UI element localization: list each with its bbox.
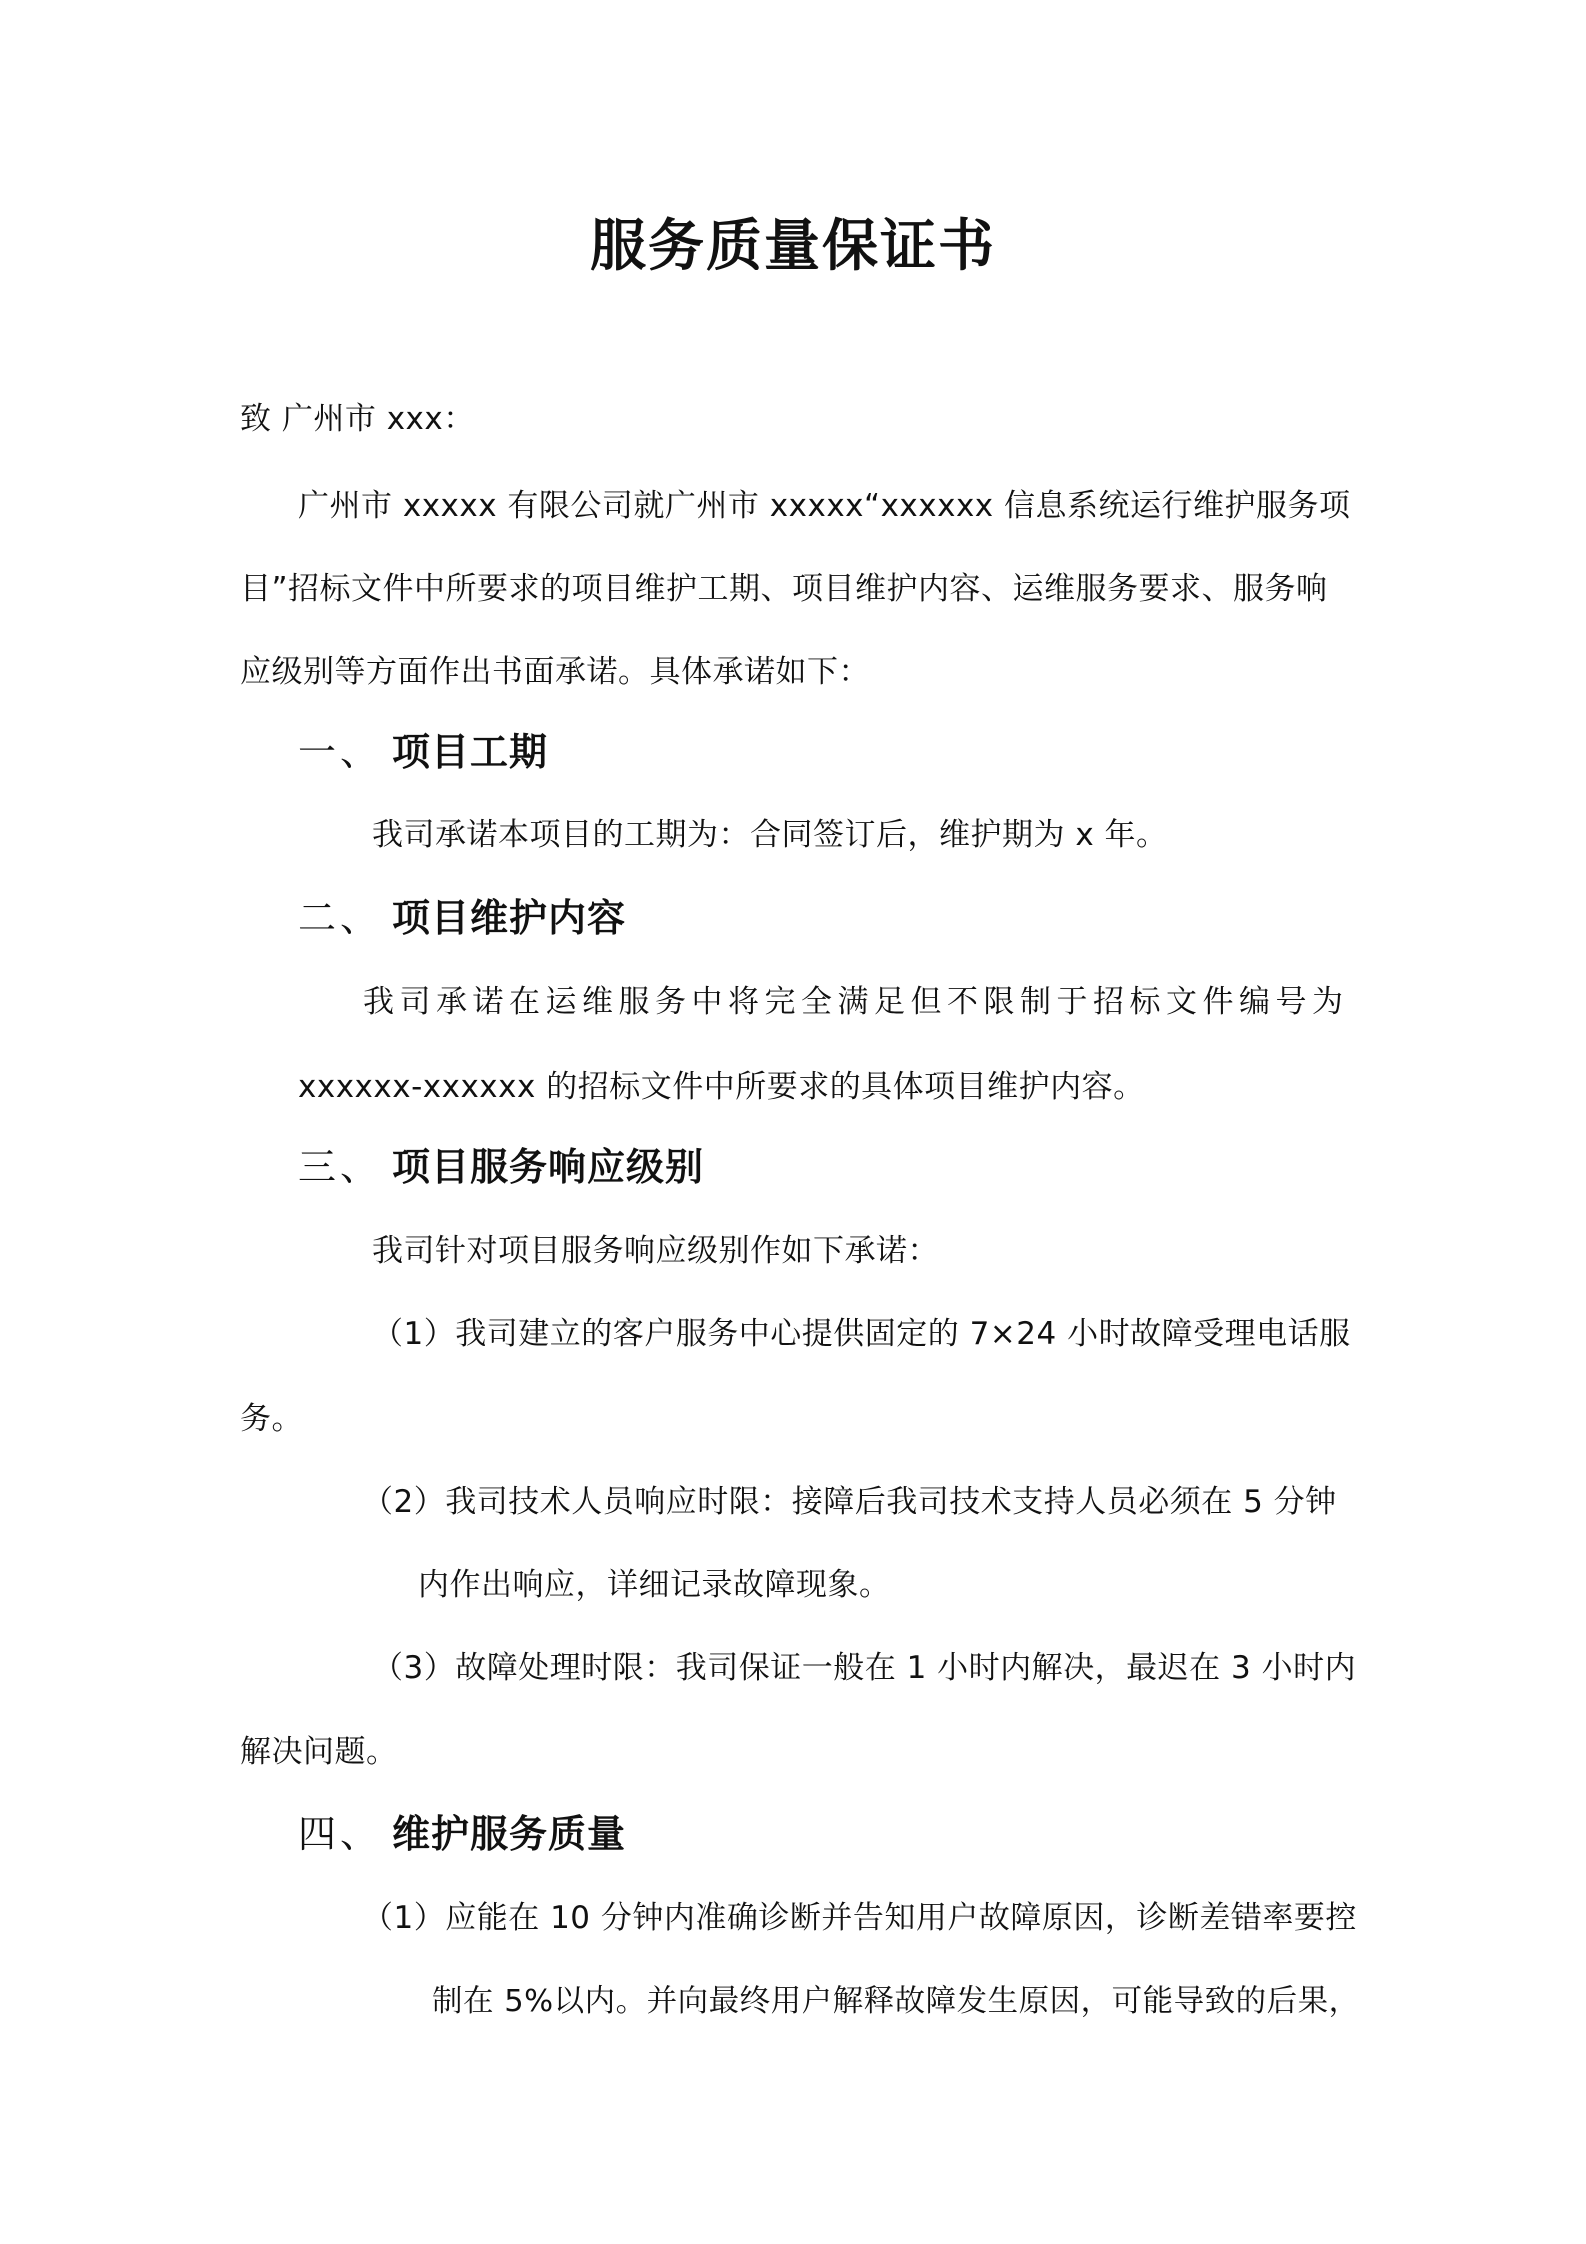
paragraph-line: （1）我司建立的客户服务中心提供固定的 7×24 小时故障受理电话服: [372, 1316, 1351, 1352]
intro-line: 应级别等方面作出书面承诺。具体承诺如下：: [240, 654, 870, 690]
section-title: 项目服务响应级别: [392, 1145, 705, 1189]
document-title: 服务质量保证书: [590, 214, 996, 279]
section-title: 维护服务质量: [392, 1812, 627, 1856]
paragraph-line: 制在 5%以内。并向最终用户解释故障发生原因，可能导致的后果，: [432, 1984, 1360, 2019]
paragraph-line: 务。: [240, 1401, 303, 1437]
paragraph-line: 我司承诺在运维服务中将完全满足但不限制于招标文件编号为: [363, 984, 1349, 1020]
paragraph-line: 内作出响应，详细记录故障现象。: [418, 1567, 891, 1603]
section-heading: [298, 1143, 704, 1191]
section-title: 项目维护内容: [392, 896, 627, 940]
section-number: 二、: [298, 896, 383, 940]
paragraph-line: （3）故障处理时限：我司保证一般在 1 小时内解决，最迟在 3 小时内: [372, 1650, 1357, 1686]
paragraph-line: 我司承诺本项目的工期为：合同签订后，维护期为 x 年。: [372, 817, 1168, 853]
paragraph-line: 我司针对项目服务响应级别作如下承诺：: [372, 1233, 939, 1269]
salutation: 致 广州市 xxx：: [240, 401, 475, 437]
section-title: 项目工期: [392, 730, 549, 774]
section-heading: [298, 728, 548, 776]
paragraph-line: xxxxxx-xxxxxx 的招标文件中所要求的具体项目维护内容。: [298, 1069, 1145, 1105]
section-number: 一、: [298, 730, 383, 774]
paragraph-line: （1）应能在 10 分钟内准确诊断并告知用户故障原因，诊断差错率要控: [362, 1900, 1357, 1936]
intro-line: 广州市 xxxxx 有限公司就广州市 xxxxx“xxxxxx 信息系统运行维护服务项: [298, 488, 1351, 524]
section-number: 四、: [298, 1812, 383, 1856]
paragraph-line: （2）我司技术人员响应时限：接障后我司技术支持人员必须在 5 分钟: [362, 1484, 1337, 1520]
intro-line: 目”招标文件中所要求的项目维护工期、项目维护内容、运维服务要求、服务响: [240, 571, 1328, 607]
section-heading: [298, 894, 626, 942]
paragraph-line: 解决问题。: [240, 1734, 398, 1770]
section-heading: [298, 1810, 626, 1858]
section-number: 三、: [298, 1145, 383, 1189]
